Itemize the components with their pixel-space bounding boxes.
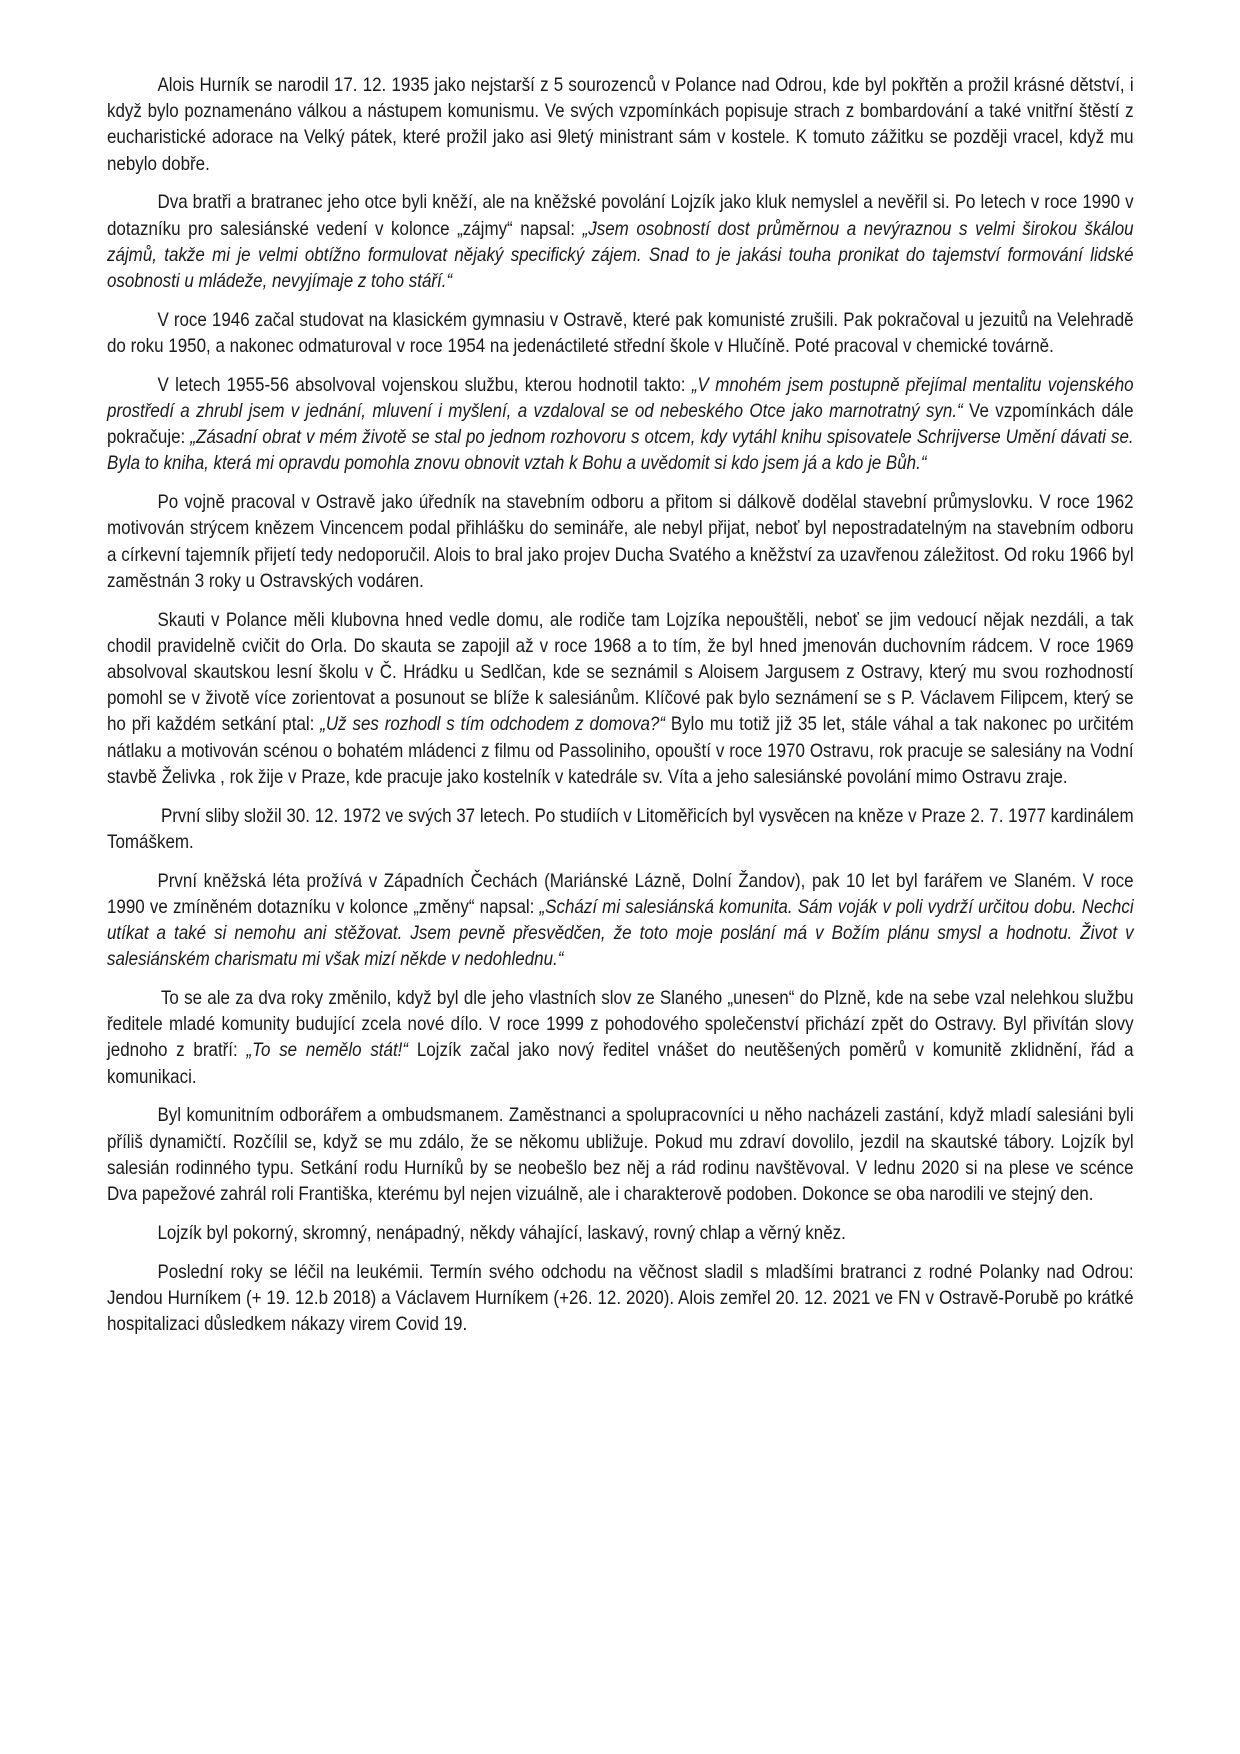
text-segment: Alois Hurník se narodil 17. 12. 1935 jako nejstarší z 5 sourozenců v Polance nad Odrou, kde byl pokřtěn a prožil krásné dětství, i když bylo poznamenáno válkou a nástupem komunismu. Ve svých vzpomínkách popisuje strach z bombardování a také vnitřní štěstí z eucharistické adorace na Velký pátek, které prožil jako asi 9letý ministrant sám v kostele. K tomuto zážitku se později vracel, když mu nebylo dobře. bbox=[107, 74, 1134, 175]
quote-segment: „To se nemělo stát!“ bbox=[246, 1039, 409, 1062]
text-segment: Poslední roky se léčil na leukémii. Termín svého odchodu na věčnost sladil s mladšími bratranci z rodné Polanky nad Odrou: Jendou Hurníkem (+ 19. 12.b 2018) a Václavem Hurníkem (+26. 12. 2020). Alois zemřel 20. 12. 2021 ve FN v Ostravě-Porubě po krátké hospitalizaci důsledkem nákazy virem Covid 19. bbox=[107, 1260, 1134, 1336]
paragraph-military bbox=[107, 372, 1134, 477]
text-segment: Dva bratři a bratranec jeho otce byli kněží, ale na kněžské povolání Lojzík jako kluk nemyslel a nevěřil si. Po letech v roce 1990 v dotazníku pro salesiánské vedení v kolonce „zájmy“ napsal: bbox=[107, 191, 1134, 240]
text-segment: První sliby složil 30. 12. 1972 ve svých 37 letech. Po studiích v Litoměřicích byl vysvěcen na kněze v Praze 2. 7. 1977 kardinálem Tomáškem. bbox=[107, 804, 1134, 853]
text-segment: Lojzík začal jako nový ředitel vnášet do neutěšených poměrů v komunitě zklidnění, řád a komunikaci. bbox=[107, 1039, 1134, 1088]
quote-segment: „Schází mi salesiánská komunita. Sám voják v poli vydrží určitou dobu. Nechci utíkat a také si nemohu ani stěžovat. Jsem pevně přesvědčen, že toto moje poslání má v Božím plánu smysl a hodnotu. Život v salesiánském charismatu mi však mizí někde v nedohlednu.“ bbox=[107, 895, 1134, 971]
paragraph-vows bbox=[107, 803, 1134, 855]
paragraph-birth bbox=[107, 72, 1134, 177]
text-segment: Ve vzpomínkách dále pokračuje: bbox=[107, 400, 1134, 449]
text-segment: V letech 1955-56 absolvoval vojenskou službu, kterou hodnotil takto: bbox=[157, 373, 692, 396]
paragraph-death bbox=[107, 1259, 1134, 1338]
paragraph-character bbox=[107, 1220, 1134, 1246]
text-segment: Po vojně pracoval v Ostravě jako úředník na stavebním odboru a přitom si dálkově dodělal stavební průmyslovku. V roce 1962 motivován strýcem knězem Vincencem podal přihlášku do semináře, ale nebyl přijat, neboť byl nepostradatelným na stavebním odboru a církevní tajemník přijetí tedy nedoporučil. Alois to bral jako projev Ducha Svatého a kněžství za uzavřenou záležitost. Od roku 1966 byl zaměstnán 3 roky u Ostravských vodáren. bbox=[107, 491, 1134, 592]
text-segment: To se ale za dva roky změnilo, když byl dle jeho vlastních slov ze Slaného „unesen“ do Plzně, kde na sebe vzal nelehkou službu ředitele mladé komunity budující zcela nové dílo. V roce 1999 z pohodového společenství přichází zpět do Ostravy. Byl přivítán slovy jednoho z bratří: bbox=[107, 987, 1134, 1062]
quote-segment: „V mnohém jsem postupně přejímal mentalitu vojenského prostředí a zhrubl jsem v jednání, mluvení i myšlení, a vzdaloval se od nebeského Otce jako marnotratný syn.“ bbox=[107, 373, 1134, 423]
text-segment: Bylo mu totiž již 35 let, stále váhal a tak nakonec po určitém nátlaku a motivován scénou o bohatém mládenci z filmu od Passoliniho, opouští v roce 1970 Ostravu, rok pracuje se salesiány na Vodní stavbě Želivka , rok žije v Praze, kde pracuje jako kostelník v katedrále sv. Víta a jeho salesiánské povolání mimo Ostravu zraje. bbox=[107, 713, 1134, 788]
paragraph-scouts bbox=[107, 607, 1134, 790]
paragraph-plzen bbox=[107, 985, 1134, 1090]
text-segment: První kněžská léta prožívá v Západních Čechách (Mariánské Lázně, Dolní Žandov), pak 10 let byl farářem ve Slaném. V roce 1990 ve zmíněném dotazníku v kolonce „změny“ napsal: bbox=[107, 869, 1134, 918]
text-segment: Skauti v Polance měli klubovna hned vedle domu, ale rodiče tam Lojzíka nepouštěli, neboť se jim vedoucí nějak nezdáli, a tak chodil pravidelně cvičit do Orla. Do skauta se zapojil až v roce 1968 a to tím, že byl hned jmenován duchovním rádcem. V roce 1969 absolvoval skautskou lesní školu v Č. Hrádku u Sedlčan, kde se seznámil s Aloisem Jargusem z Ostravy, který mu svou rozhodností pomohl se v životě více zorientovat a posunout se blíže k salesiánům. Klíčové pak bylo seznámení se s P. Václavem Filipcem, který se ho při každém setkání ptal: bbox=[107, 608, 1134, 736]
paragraph-community bbox=[107, 1102, 1134, 1207]
paragraph-work bbox=[107, 489, 1134, 594]
text-segment: V roce 1946 začal studovat na klasickém gymnasiu v Ostravě, které pak komunisté zrušili. Pak pokračoval u jezuitů na Velehradě do roku 1950, a nakonec odmaturoval v roce 1954 na jedenáctileté střední škole v Hlučíně. Poté pracoval v chemické továrně. bbox=[107, 308, 1134, 358]
quote-segment: „Už ses rozhodl s tím odchodem z domova?“ bbox=[320, 713, 665, 736]
paragraph-education bbox=[107, 307, 1134, 359]
text-segment: Lojzík byl pokorný, skromný, nenápadný, někdy váhající, laskavý, rovný chlap a věrný kněz. bbox=[157, 1221, 846, 1244]
paragraph-vocation bbox=[107, 189, 1134, 294]
quote-segment: „Jsem osobností dost průměrnou a nevýraznou s velmi širokou škálou zájmů, takže mi je velmi obtížno formulovat nějaký specifický zájem. Snad to je jakási touha pronikat do tajemství formování lidské osobnosti u mládeže, nevyjímaje z toho stáří.“ bbox=[107, 217, 1134, 293]
document-page bbox=[107, 72, 1134, 1350]
text-segment: Byl komunitním odborářem a ombudsmanem. Zaměstnanci a spolupracovníci u něho nacházeli zastání, když mladí salesiáni byli příliš dynamičtí. Rozčílil se, když se mu zdálo, že se někomu ubližuje. Pokud mu zdraví dovolilo, jezdil na skautské tábory. Lojzík byl salesián rodinného typu. Setkání rodu Hurníků by se neobešlo bez něj a rád rodinu navštěvoval. V lednu 2020 si na plese ve scénce Dva papežové zahrál roli Františka, kterému byl nejen vizuálně, ale i charakterově podoben. Dokonce se oba narodili ve stejný den. bbox=[107, 1104, 1134, 1206]
quote-segment: „Zásadní obrat v mém životě se stal po jednom rozhovoru s otcem, kdy vytáhl knihu spisovatele Schrijverse Umění dávati se. Byla to kniha, která mi opravdu pomohla znovu obnovit vztah k Bohu a uvědomit si kdo jsem já a kdo je Bůh.“ bbox=[107, 426, 1134, 475]
paragraph-priesthood bbox=[107, 868, 1134, 973]
